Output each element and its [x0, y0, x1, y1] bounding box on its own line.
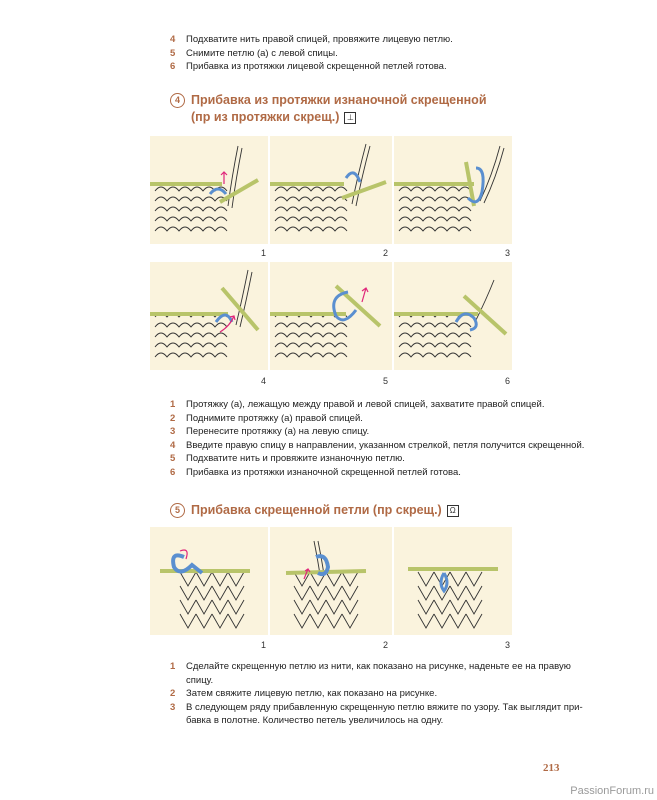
- list-item: 4 Подхватите нить правой спицей, провяжите лицевую петлю.: [170, 34, 453, 45]
- list-item: 1 Сделайте скрещенную петлю из нити, как показано на рисунке, наденьте ее на правую: [170, 661, 571, 672]
- section4-title-line2: (пр из протяжки скрещ.): [191, 110, 340, 124]
- knitting-illustration-icon: [150, 262, 268, 370]
- section5-marker: 5: [170, 503, 185, 518]
- section4-heading: [170, 92, 487, 126]
- figure-label: 3: [505, 248, 511, 258]
- knit-symbol-icon: ⊥: [344, 112, 356, 124]
- list-item: 5 Подхватите нить и провяжите изнаночную петлю.: [170, 453, 405, 465]
- section4-marker: 4: [170, 93, 185, 108]
- knitting-illustration-icon: [394, 262, 512, 370]
- section4-title-line1: Прибавка из протяжки изнаночной скрещенной: [191, 93, 487, 107]
- figure-label: 4: [261, 376, 267, 386]
- list-item: 3 В следующем ряду прибавленную скрещенную петлю вяжите по узору. Так выглядит при-: [170, 701, 583, 713]
- knitting-illustration-icon: [394, 136, 512, 244]
- figure-label: 1: [261, 248, 267, 258]
- figure-5-1: [150, 527, 268, 635]
- figure-5-3: [394, 527, 512, 635]
- figure-4-2: [270, 136, 392, 244]
- list-item: 1 Протяжку (а), лежащую между правой и левой спицей, захватите правой спицей.: [170, 399, 545, 410]
- list-item: бавка в полотне. Количество петель увеличилось на одну.: [186, 715, 444, 727]
- section5-steps: [170, 660, 583, 728]
- knitting-illustration-icon: [150, 136, 268, 244]
- knitting-illustration-icon: [150, 527, 268, 635]
- figure-4-6: [394, 262, 512, 370]
- figure-label: 6: [505, 376, 511, 386]
- knitting-illustration-icon: [270, 136, 392, 244]
- page-number: 213: [543, 762, 560, 774]
- figure-label: 2: [383, 248, 389, 258]
- figure-4-4: [150, 262, 268, 370]
- list-item: 6 Прибавка из протяжки лицевой скрещенной петлей готова.: [170, 61, 447, 73]
- list-item: 3 Перенесите протяжку (а) на левую спицу.: [170, 426, 370, 438]
- list-item: 2 Затем свяжите лицевую петлю, как показано на рисунке.: [170, 688, 438, 700]
- list-item: спицу.: [186, 674, 214, 686]
- figure-label: 3: [505, 640, 511, 650]
- watermark: PassionForum.ru: [570, 785, 654, 797]
- list-item: 6 Прибавка из протяжки изнаночной скрещенной петлей готова.: [170, 466, 461, 478]
- figure-4-3: [394, 136, 512, 244]
- knitting-illustration-icon: [270, 262, 392, 370]
- knitting-illustration-icon: [270, 527, 392, 635]
- twisted-loop-symbol-icon: Ω: [447, 505, 459, 517]
- figure-4-5: [270, 262, 392, 370]
- figure-5-2: [270, 527, 392, 635]
- figure-label: 5: [383, 376, 389, 386]
- top-steps-list: [170, 33, 453, 74]
- list-item: 5 Снимите петлю (а) с левой спицы.: [170, 47, 338, 59]
- section5-title: Прибавка скрещенной петли (пр скрещ.): [191, 503, 442, 517]
- list-item: 4 Введите правую спицу в направлении, указанном стрелкой, петля получится скрещенной.: [170, 439, 585, 451]
- figure-label: 1: [261, 640, 267, 650]
- knitting-illustration-icon: [394, 527, 512, 635]
- figure-label: 2: [383, 640, 389, 650]
- section4-steps: [170, 398, 584, 480]
- list-item: 2 Поднимите протяжку (а) правой спицей.: [170, 412, 363, 424]
- figure-4-1: [150, 136, 268, 244]
- section5-heading: [170, 502, 459, 519]
